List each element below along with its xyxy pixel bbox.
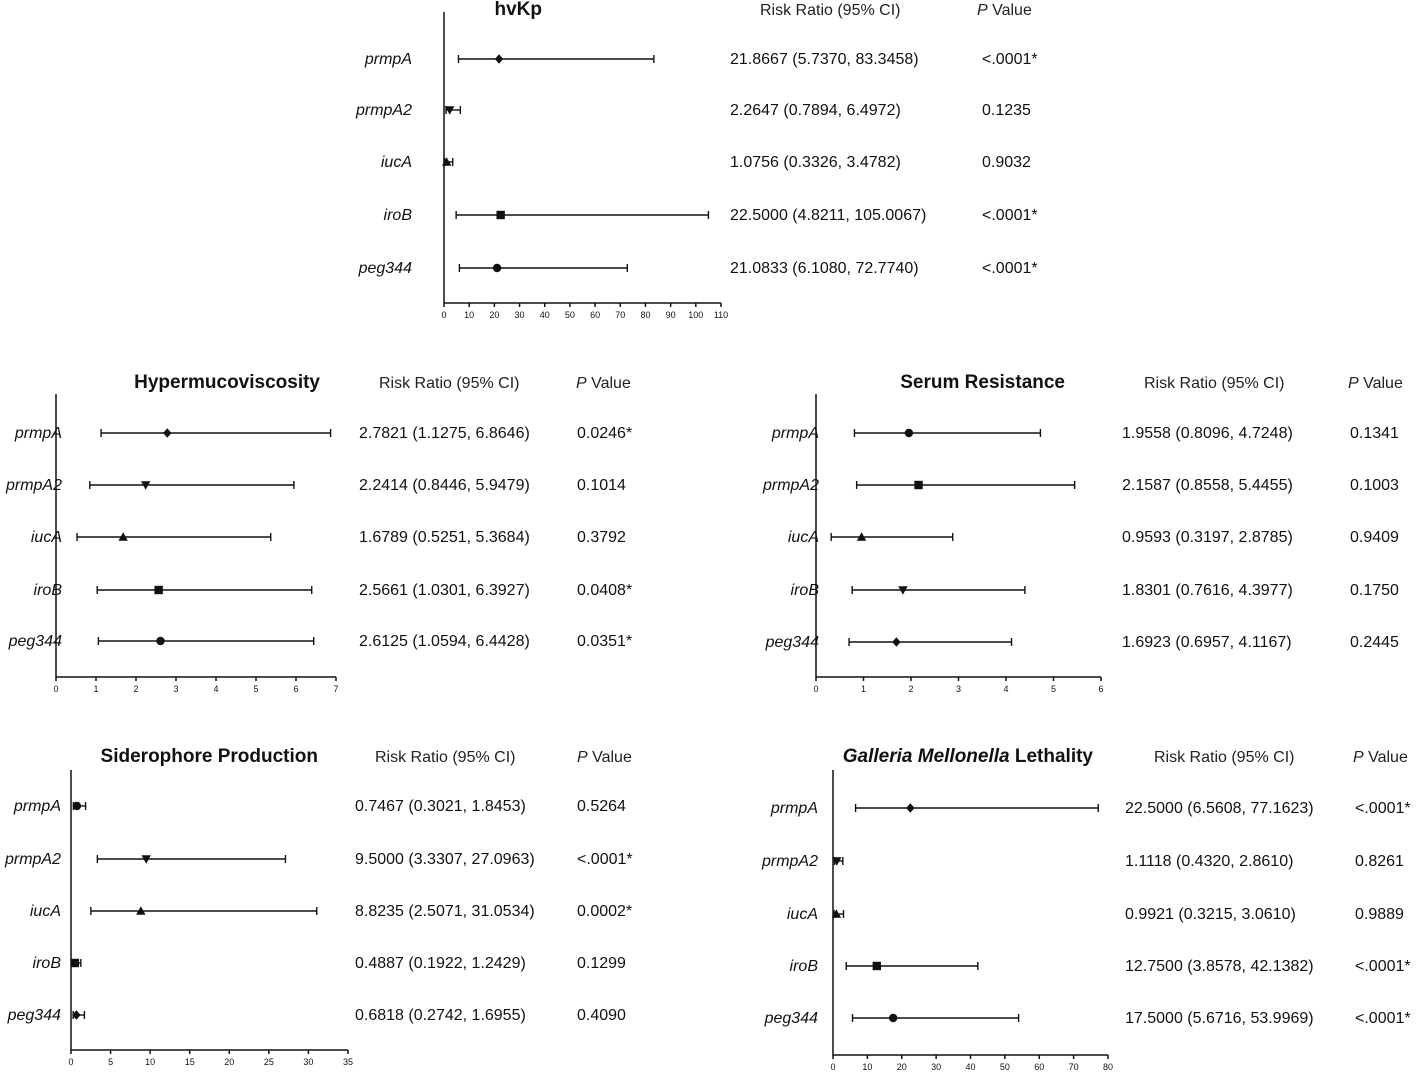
point-estimate-marker	[493, 264, 501, 272]
gene-label: iroB	[33, 582, 62, 599]
forest-row-peg344	[7, 1007, 626, 1024]
risk-ratio-value: 2.7821 (1.1275, 6.8646)	[359, 425, 530, 442]
p-value-header-value: Value	[987, 2, 1032, 19]
forest-row-prmpA2	[761, 853, 1404, 870]
gene-label: peg344	[764, 1010, 818, 1027]
gene-label: prmpA2	[5, 477, 62, 494]
p-value: 0.1003	[1350, 477, 1399, 494]
forest-panel-siderophore-production	[4, 746, 633, 1067]
risk-ratio-value: 2.6125 (1.0594, 6.4428)	[359, 633, 530, 650]
x-tick-label: 5	[1050, 684, 1057, 694]
x-tick-label: 0	[68, 1057, 74, 1067]
forest-row-iucA	[31, 529, 626, 546]
x-tick-label: 0	[53, 684, 59, 694]
panel-title-text: Hypermucoviscosity	[134, 372, 320, 393]
x-tick-label: 3	[173, 684, 179, 694]
risk-ratio-value: 0.9593 (0.3197, 2.8785)	[1122, 529, 1293, 546]
forest-row-peg344	[764, 1010, 1411, 1027]
x-tick-label: 10	[464, 310, 475, 320]
risk-ratio-header: Risk Ratio (95% CI)	[760, 2, 901, 19]
x-tick-label: 80	[640, 310, 651, 320]
p-value-header-p: P	[977, 2, 988, 19]
p-value: <.0001*	[577, 851, 633, 868]
risk-ratio-header: Risk Ratio (95% CI)	[375, 749, 516, 766]
risk-ratio-value: 0.4887 (0.1922, 1.2429)	[355, 955, 526, 972]
risk-ratio-value: 8.8235 (2.5071, 31.0534)	[355, 903, 535, 920]
risk-ratio-value: 2.2414 (0.8446, 5.9479)	[359, 477, 530, 494]
risk-ratio-value: 2.5661 (1.0301, 6.3927)	[359, 582, 530, 599]
forest-row-prmpA2	[5, 477, 626, 494]
forest-panel-serum-resistance	[762, 372, 1403, 694]
panel-title	[101, 746, 318, 767]
x-tick-label: 1	[93, 684, 99, 694]
p-value: 0.0246*	[577, 425, 633, 442]
risk-ratio-value: 0.7467 (0.3021, 1.8453)	[355, 798, 526, 815]
risk-ratio-value: 9.5000 (3.3307, 27.0963)	[355, 851, 535, 868]
forest-row-iucA	[788, 529, 1399, 546]
p-value: 0.4090	[577, 1007, 626, 1024]
x-tick-label: 70	[615, 310, 626, 320]
risk-ratio-value: 12.7500 (3.8578, 42.1382)	[1125, 958, 1314, 975]
p-value: 0.5264	[577, 798, 626, 815]
gene-label: prmpA	[771, 425, 819, 442]
point-estimate-marker	[914, 481, 922, 489]
x-tick-label: 60	[1034, 1062, 1045, 1072]
p-value: 0.8261	[1355, 853, 1404, 870]
point-estimate-marker	[873, 962, 881, 970]
p-value: 0.0351*	[577, 633, 633, 650]
gene-label: peg344	[358, 260, 412, 277]
forest-panel-hvkp	[355, 0, 1038, 320]
p-value: 0.1750	[1350, 582, 1399, 599]
x-tick-label: 20	[896, 1062, 907, 1072]
risk-ratio-value: 22.5000 (4.8211, 105.0067)	[730, 207, 927, 224]
x-tick-label: 5	[108, 1057, 114, 1067]
risk-ratio-value: 1.9558 (0.8096, 4.7248)	[1122, 425, 1293, 442]
gene-label: prmpA2	[355, 102, 412, 119]
forest-row-prmpA2	[4, 851, 633, 868]
p-value-header	[1348, 375, 1403, 392]
point-estimate-marker	[892, 637, 900, 646]
gene-label: iucA	[787, 529, 819, 546]
x-tick-label: 30	[931, 1062, 942, 1072]
gene-label: prmpA	[770, 800, 818, 817]
point-estimate-marker	[496, 211, 504, 219]
gene-label: iroB	[383, 207, 412, 224]
x-tick-label: 0	[441, 310, 447, 320]
forest-row-peg344	[8, 633, 633, 650]
p-value: 0.9409	[1350, 529, 1399, 546]
gene-label: iroB	[789, 958, 818, 975]
forest-row-iucA	[381, 154, 1031, 171]
p-value-header-value: Value	[587, 749, 632, 766]
p-value: <.0001*	[982, 207, 1038, 224]
point-estimate-marker	[163, 428, 171, 437]
gene-label: prmpA	[364, 51, 412, 68]
forest-row-prmpA2	[355, 102, 1031, 119]
p-value: 0.3792	[577, 529, 626, 546]
x-tick-label: 4	[1003, 684, 1009, 694]
risk-ratio-value: 17.5000 (5.6716, 53.9969)	[1125, 1010, 1314, 1027]
panel-title	[900, 372, 1065, 393]
risk-ratio-value: 21.8667 (5.7370, 83.3458)	[730, 51, 919, 68]
risk-ratio-header: Risk Ratio (95% CI)	[379, 375, 520, 392]
forest-row-iucA	[30, 903, 632, 920]
gene-label: peg344	[8, 633, 62, 650]
x-tick-label: 4	[213, 684, 219, 694]
risk-ratio-value: 21.0833 (6.1080, 72.7740)	[730, 260, 919, 277]
forest-row-iroB	[384, 207, 1038, 224]
p-value: 0.1235	[982, 102, 1031, 119]
p-value: <.0001*	[1355, 1010, 1411, 1027]
gene-label: iucA	[29, 903, 61, 920]
p-value-header	[1353, 749, 1408, 766]
risk-ratio-header: Risk Ratio (95% CI)	[1154, 749, 1295, 766]
gene-label: prmpA2	[762, 477, 819, 494]
x-tick-label: 40	[965, 1062, 976, 1072]
x-tick-label: 70	[1068, 1062, 1079, 1072]
x-tick-label: 10	[145, 1057, 156, 1067]
gene-label: iucA	[30, 529, 62, 546]
x-tick-label: 15	[184, 1057, 195, 1067]
forest-row-iroB	[790, 958, 1411, 975]
gene-label: iucA	[380, 154, 412, 171]
x-tick-label: 1	[860, 684, 867, 694]
forest-row-iroB	[34, 582, 633, 599]
forest-row-prmpA	[14, 425, 632, 442]
x-tick-label: 90	[665, 310, 676, 320]
p-value-header-p: P	[576, 375, 587, 392]
x-tick-label: 100	[688, 310, 704, 320]
p-value: <.0001*	[982, 51, 1038, 68]
forest-row-prmpA	[771, 425, 1399, 442]
point-estimate-marker	[495, 54, 503, 63]
p-value: <.0001*	[1355, 800, 1411, 817]
x-tick-label: 0	[830, 1062, 836, 1072]
forest-row-prmpA	[770, 800, 1411, 817]
gene-label: iucA	[786, 906, 818, 923]
x-tick-label: 25	[263, 1057, 274, 1067]
p-value-header-p: P	[1348, 375, 1359, 392]
x-tick-label: 50	[999, 1062, 1010, 1072]
forest-row-prmpA	[13, 798, 626, 815]
gene-label: prmpA	[14, 425, 62, 442]
risk-ratio-value: 22.5000 (6.5608, 77.1623)	[1125, 800, 1314, 817]
gene-label: peg344	[765, 634, 819, 651]
point-estimate-marker	[154, 586, 162, 594]
forest-row-iroB	[791, 582, 1399, 599]
p-value: 0.0002*	[577, 903, 633, 920]
p-value: 0.1341	[1350, 425, 1399, 442]
risk-ratio-value: 1.0756 (0.3326, 3.4782)	[730, 154, 901, 171]
p-value-header	[577, 749, 632, 766]
x-tick-label: 0	[813, 684, 819, 694]
gene-label: iroB	[32, 955, 61, 972]
panel-title-text: hvKp	[494, 0, 542, 20]
forest-row-prmpA	[364, 51, 1038, 68]
point-estimate-marker	[71, 959, 79, 967]
x-tick-label: 30	[514, 310, 525, 320]
x-tick-label: 2	[133, 684, 139, 694]
point-estimate-marker	[889, 1014, 897, 1022]
p-value: <.0001*	[1355, 958, 1411, 975]
risk-ratio-value: 1.6789 (0.5251, 5.3684)	[359, 529, 530, 546]
forest-row-iroB	[33, 955, 626, 972]
p-value: 0.9032	[982, 154, 1031, 171]
x-tick-label: 6	[1098, 684, 1104, 694]
risk-ratio-value: 1.6923 (0.6957, 4.1167)	[1122, 634, 1292, 651]
risk-ratio-header: Risk Ratio (95% CI)	[1144, 375, 1285, 392]
panel-title	[495, 0, 543, 20]
x-tick-label: 30	[303, 1057, 314, 1067]
x-tick-label: 80	[1102, 1062, 1114, 1072]
gene-label: iroB	[790, 582, 819, 599]
forest-panel-hypermucoviscosity	[5, 372, 632, 694]
forest-row-peg344	[358, 260, 1038, 277]
panel-title	[134, 372, 320, 393]
risk-ratio-value: 0.6818 (0.2742, 1.6955)	[355, 1007, 526, 1024]
p-value: 0.2445	[1350, 634, 1399, 651]
p-value-header	[977, 2, 1032, 19]
p-value-header-p: P	[577, 749, 588, 766]
point-estimate-marker	[156, 637, 164, 645]
risk-ratio-value: 2.2647 (0.7894, 6.4972)	[730, 102, 901, 119]
p-value: 0.1299	[577, 955, 626, 972]
risk-ratio-value: 2.1587 (0.8558, 5.4455)	[1122, 477, 1293, 494]
p-value: <.0001*	[982, 260, 1038, 277]
gene-label: prmpA2	[4, 851, 61, 868]
p-value-header-value: Value	[586, 375, 631, 392]
x-tick-label: 2	[908, 684, 914, 694]
forest-panel-galleria-lethality	[761, 746, 1411, 1072]
p-value-header-value: Value	[1358, 375, 1403, 392]
forest-row-prmpA2	[762, 477, 1399, 494]
x-tick-label: 20	[489, 310, 500, 320]
point-estimate-marker	[906, 803, 914, 812]
p-value: 0.9889	[1355, 906, 1404, 923]
p-value-header-p: P	[1353, 749, 1364, 766]
panel-title-text: Lethality	[1009, 746, 1093, 767]
p-value-header-value: Value	[1363, 749, 1408, 766]
x-tick-label: 6	[293, 684, 299, 694]
risk-ratio-value: 1.1118 (0.4320, 2.8610)	[1125, 853, 1294, 870]
x-tick-label: 50	[564, 310, 575, 320]
x-tick-label: 40	[539, 310, 550, 320]
p-value: 0.1014	[577, 477, 626, 494]
x-tick-label: 10	[862, 1062, 873, 1072]
x-tick-label: 35	[342, 1057, 354, 1067]
x-tick-label: 3	[955, 684, 962, 694]
x-tick-label: 20	[224, 1057, 235, 1067]
gene-label: peg344	[7, 1007, 61, 1024]
risk-ratio-value: 1.8301 (0.7616, 4.3977)	[1122, 582, 1293, 599]
point-estimate-marker	[905, 429, 913, 437]
p-value-header	[576, 375, 631, 392]
x-tick-label: 5	[253, 684, 259, 694]
risk-ratio-value: 0.9921 (0.3215, 3.0610)	[1125, 906, 1296, 923]
x-tick-label: 7	[333, 684, 339, 694]
gene-label: prmpA	[13, 798, 61, 815]
panel-title-text: Siderophore Production	[100, 746, 318, 767]
point-estimate-marker	[73, 802, 81, 810]
p-value: 0.0408*	[577, 582, 633, 599]
panel-title-italic: Galleria Mellonella	[842, 746, 1010, 767]
x-tick-label: 60	[590, 310, 601, 320]
x-tick-label: 110	[713, 310, 729, 320]
gene-label: prmpA2	[761, 853, 818, 870]
forest-row-iucA	[787, 906, 1404, 923]
panel-title	[843, 746, 1094, 767]
panel-title-text: Serum Resistance	[900, 372, 1065, 393]
forest-row-peg344	[765, 634, 1399, 651]
